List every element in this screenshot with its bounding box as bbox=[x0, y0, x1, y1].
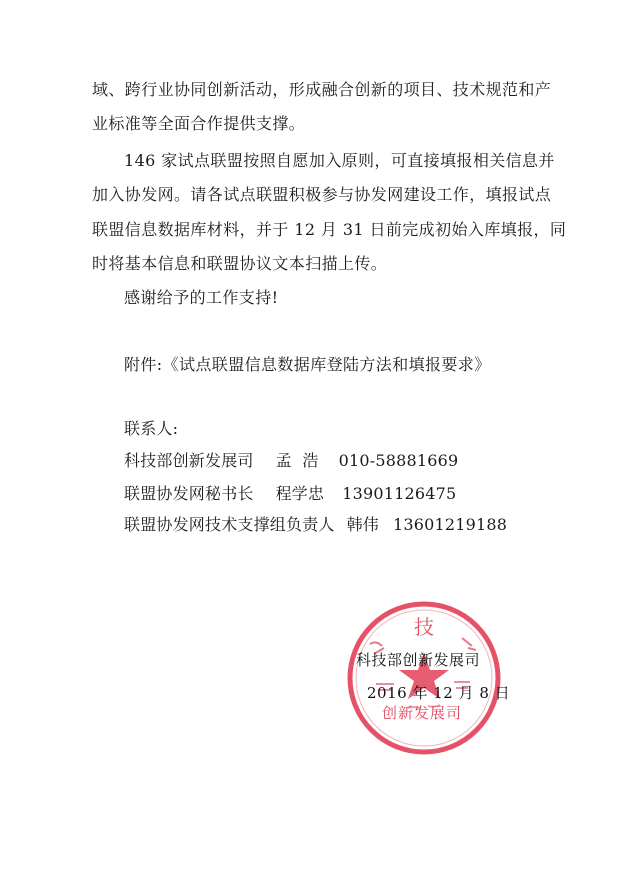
contact-phone: 13901126475 bbox=[342, 484, 457, 503]
thanks-line: 感谢给予的工作支持! bbox=[124, 288, 279, 307]
official-seal bbox=[344, 598, 504, 758]
contact-name: 韩伟 bbox=[346, 515, 380, 534]
contact-row bbox=[124, 451, 458, 471]
contact-name: 孟 浩 bbox=[275, 451, 319, 470]
contact-row bbox=[124, 515, 507, 535]
body-line: 146 家试点联盟按照自愿加入原则，可直接填报相关信息并 bbox=[124, 151, 555, 170]
attachment-line: 附件:《试点联盟信息数据库登陆方法和填报要求》 bbox=[124, 355, 491, 374]
contact-row bbox=[124, 484, 456, 504]
body-line: 业标准等全面合作提供支撑。 bbox=[92, 114, 306, 133]
contact-name: 程学忠 bbox=[275, 484, 325, 503]
contacts-label: 联系人: bbox=[124, 419, 179, 438]
contact-dept: 科技部创新发展司 bbox=[124, 451, 254, 470]
contact-dept: 联盟协发网技术支撑组负责人 bbox=[124, 515, 335, 534]
signature-org: 科技部创新发展司 bbox=[356, 651, 481, 669]
contact-phone: 010-58881669 bbox=[338, 451, 459, 470]
seal-icon bbox=[344, 598, 504, 758]
seal-top-text: 技 bbox=[414, 615, 434, 639]
seal-bottom-text: 创新发展司 bbox=[382, 704, 463, 722]
body-line: 联盟信息数据库材料，并于 12 月 31 日前完成初始入库填报，同 bbox=[92, 220, 567, 239]
body-line: 域、跨行业协同创新活动，形成融合创新的项目、技术规范和产 bbox=[92, 80, 552, 99]
contact-phone: 13601219188 bbox=[393, 515, 508, 534]
body-line: 时将基本信息和联盟协议文本扫描上传。 bbox=[92, 254, 388, 273]
contact-dept: 联盟协发网秘书长 bbox=[124, 484, 254, 503]
body-line: 加入协发网。请各试点联盟积极参与协发网建设工作，填报试点 bbox=[92, 185, 552, 204]
signature-date: 2016 年 12 月 8 日 bbox=[367, 684, 511, 702]
